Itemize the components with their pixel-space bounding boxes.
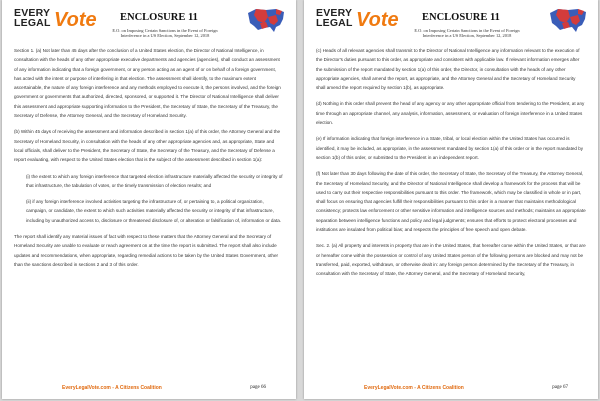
us-election-map-icon <box>246 5 286 35</box>
page-body <box>14 46 284 276</box>
page-header <box>304 0 598 46</box>
paragraph-report: The report shall identify any material issues of fact with respect to these matters that the Attorney General and the Secretary of Homeland Security are unable to evaluate or reach agreement on at the time the report is submitted. The report shall also include updates and recommendations, when appropriate, regarding remedial actions to be taken by the United States Government, other than the sanctions described in sections 2 and 3 of this order. <box>14 234 279 267</box>
every-legal-vote-logo <box>316 7 399 31</box>
page-header <box>2 0 296 46</box>
eo-line-2: Interference in a US Election, September 12, 2018 <box>422 33 512 39</box>
every-legal-vote-logo <box>14 7 97 31</box>
logo-word-every: EVERY <box>316 7 353 19</box>
page-body <box>316 46 586 286</box>
executive-order-subtitle <box>378 28 556 39</box>
footer-site-link[interactable]: EveryLegalVote.com - A Citizens Coalition <box>364 385 464 391</box>
paragraph-section-1b: (b) Within 45 days of receiving the assessment and information described in section 1(a) of this order, the Attorney General and the Secretary of Homeland Security, in consultation with the heads of any other appropriate agencies and, as appropriate, State and local officials, shall deliver to the President, the Secretary of State, the Secretary of the Treasury, and the Secretary of Defense a report evaluating, with respect to the United States election that is the subject of the assessment described in section 1(a): <box>14 129 281 163</box>
paragraph-item-ii: (ii) if any foreign interference involved activities targeting the infrastructure of, or pertaining to, a political organization, campaign, or candidate, the extent to which such activities materially affected the security or integrity of that infrastructure, including by unauthorized access to, disclosure or threatened disclosure of, or alteration or falsification of, information or data. <box>26 199 282 223</box>
enclosure-title: ENCLOSURE 11 <box>422 12 500 23</box>
paragraph-section-1d: (d) Nothing in this order shall prevent the head of any agency or any other appropriate official from tendering to the President, at any time through an appropriate channel, any analysis, information, assessment, or evaluation of foreign interference in a United States election. <box>316 101 585 126</box>
document-page-right <box>304 0 598 399</box>
page-footer <box>2 383 296 393</box>
paragraph-section-1f: (f) Not later than 30 days following the date of this order, the Secretary of State, the Secretary of the Treasury, the Attorney General, the Secretary of Homeland Security, and the Director of National Intelligence shall develop a framework for the process that will be used to carry out their respective responsibilities pursuant to this order. The framework, which may be classified in whole or in part, shall focus on ensuring that agencies fulfill their responsibilities pursuant to this order in a manner that maintains methodological consistency; protects law enforcement or other sensitive information and intelligence sources and methods; maintains an appropriate separation between intelligence functions and policy and legal judgments; ensures that efforts to protect electoral processes and institutions are insulated from political bias; and respects the principles of free speech and open debate. <box>316 171 586 233</box>
us-election-map-icon <box>548 5 588 35</box>
logo-word-every: EVERY <box>14 7 51 19</box>
logo-word-vote: Vote <box>356 9 399 31</box>
paragraph-item-i: (i) the extent to which any foreign interference that targeted election infrastructure materially affected the security or integrity of that infrastructure, the tabulation of votes, or the timely transmission of election results; and <box>26 173 283 188</box>
paragraph-section-1e: (e) If information indicating that foreign interference in a State, tribal, or local election within the United States has occurred is identified, it may be included, as appropriate, in the assessment mandated by section 1(a) of this order or in the report mandated by section 1(b) of this order, or submitted to the President in an independent report. <box>316 136 584 160</box>
paragraph-section-2a: Sec. 2. (a) All property and interests in property that are in the United States, that hereafter come within the United States, or that are or hereafter come within the possession or control of any United States person of the following persons are blocked and may not be transferred, paid, exported, withdrawn, or otherwise dealt in: any foreign person determined by the Secretary of the Treasury, in consultation with the Secretary of State, the Attorney General, and the Secretary of Homeland Security, <box>316 243 586 277</box>
paragraph-section-1c: (c) Heads of all relevant agencies shall transmit to the Director of National Intelligence any information relevant to the execution of the Director's duties pursuant to this order, as appropriate and consistent with applicable law. If relevant information emerges after the submission of the report mandated by section 1(a) of this order, the Director, in consultation with the heads of any other appropriate agencies, shall amend the report, as appropriate, and the Attorney General and the Secretary of Homeland Security shall amend the report required by section 1(b), as appropriate. <box>316 48 580 91</box>
eo-line-1: E.O. on Imposing Certain Sanctions in the Event of Foreign <box>112 28 218 33</box>
eo-line-2: Interference in a US Election, September 12, 2018 <box>120 33 210 39</box>
footer-site-link[interactable]: EveryLegalVote.com - A Citizens Coalition <box>62 385 162 391</box>
enclosure-title: ENCLOSURE 11 <box>120 12 198 23</box>
executive-order-subtitle <box>76 28 254 39</box>
logo-word-legal: LEGAL <box>316 17 353 29</box>
page-number: page 67 <box>552 385 568 390</box>
logo-word-vote: Vote <box>54 9 97 31</box>
logo-word-legal: LEGAL <box>14 17 51 29</box>
paragraph-section-1a: Section 1. (a) Not later than 45 days after the conclusion of a United States election, the Director of National Intelligence, in consultation with the heads of any other appropriate executive departments and agencies (agencies), shall conduct an assessment of any information indicating that a foreign government, or any person acting as an agent of or on behalf of a foreign government, has acted with the intent or purpose of interfering in that election. The assessment shall identify, to the maximum extent ascertainable, the nature of any foreign interference and any methods employed to execute it, the persons involved, and the foreign government or governments that authorized, directed, sponsored, or supported it. The Director of National Intelligence shall deliver this assessment and appropriate supporting information to the President, the Secretary of State, the Secretary of the Treasury, the Secretary of Defense, the Attorney General, and the Secretary of Homeland Security. <box>14 48 281 119</box>
eo-line-1: E.O. on Imposing Certain Sanctions in the Event of Foreign <box>414 28 520 33</box>
page-footer <box>304 383 598 393</box>
document-page-left <box>2 0 296 399</box>
page-number: page 66 <box>250 385 266 390</box>
